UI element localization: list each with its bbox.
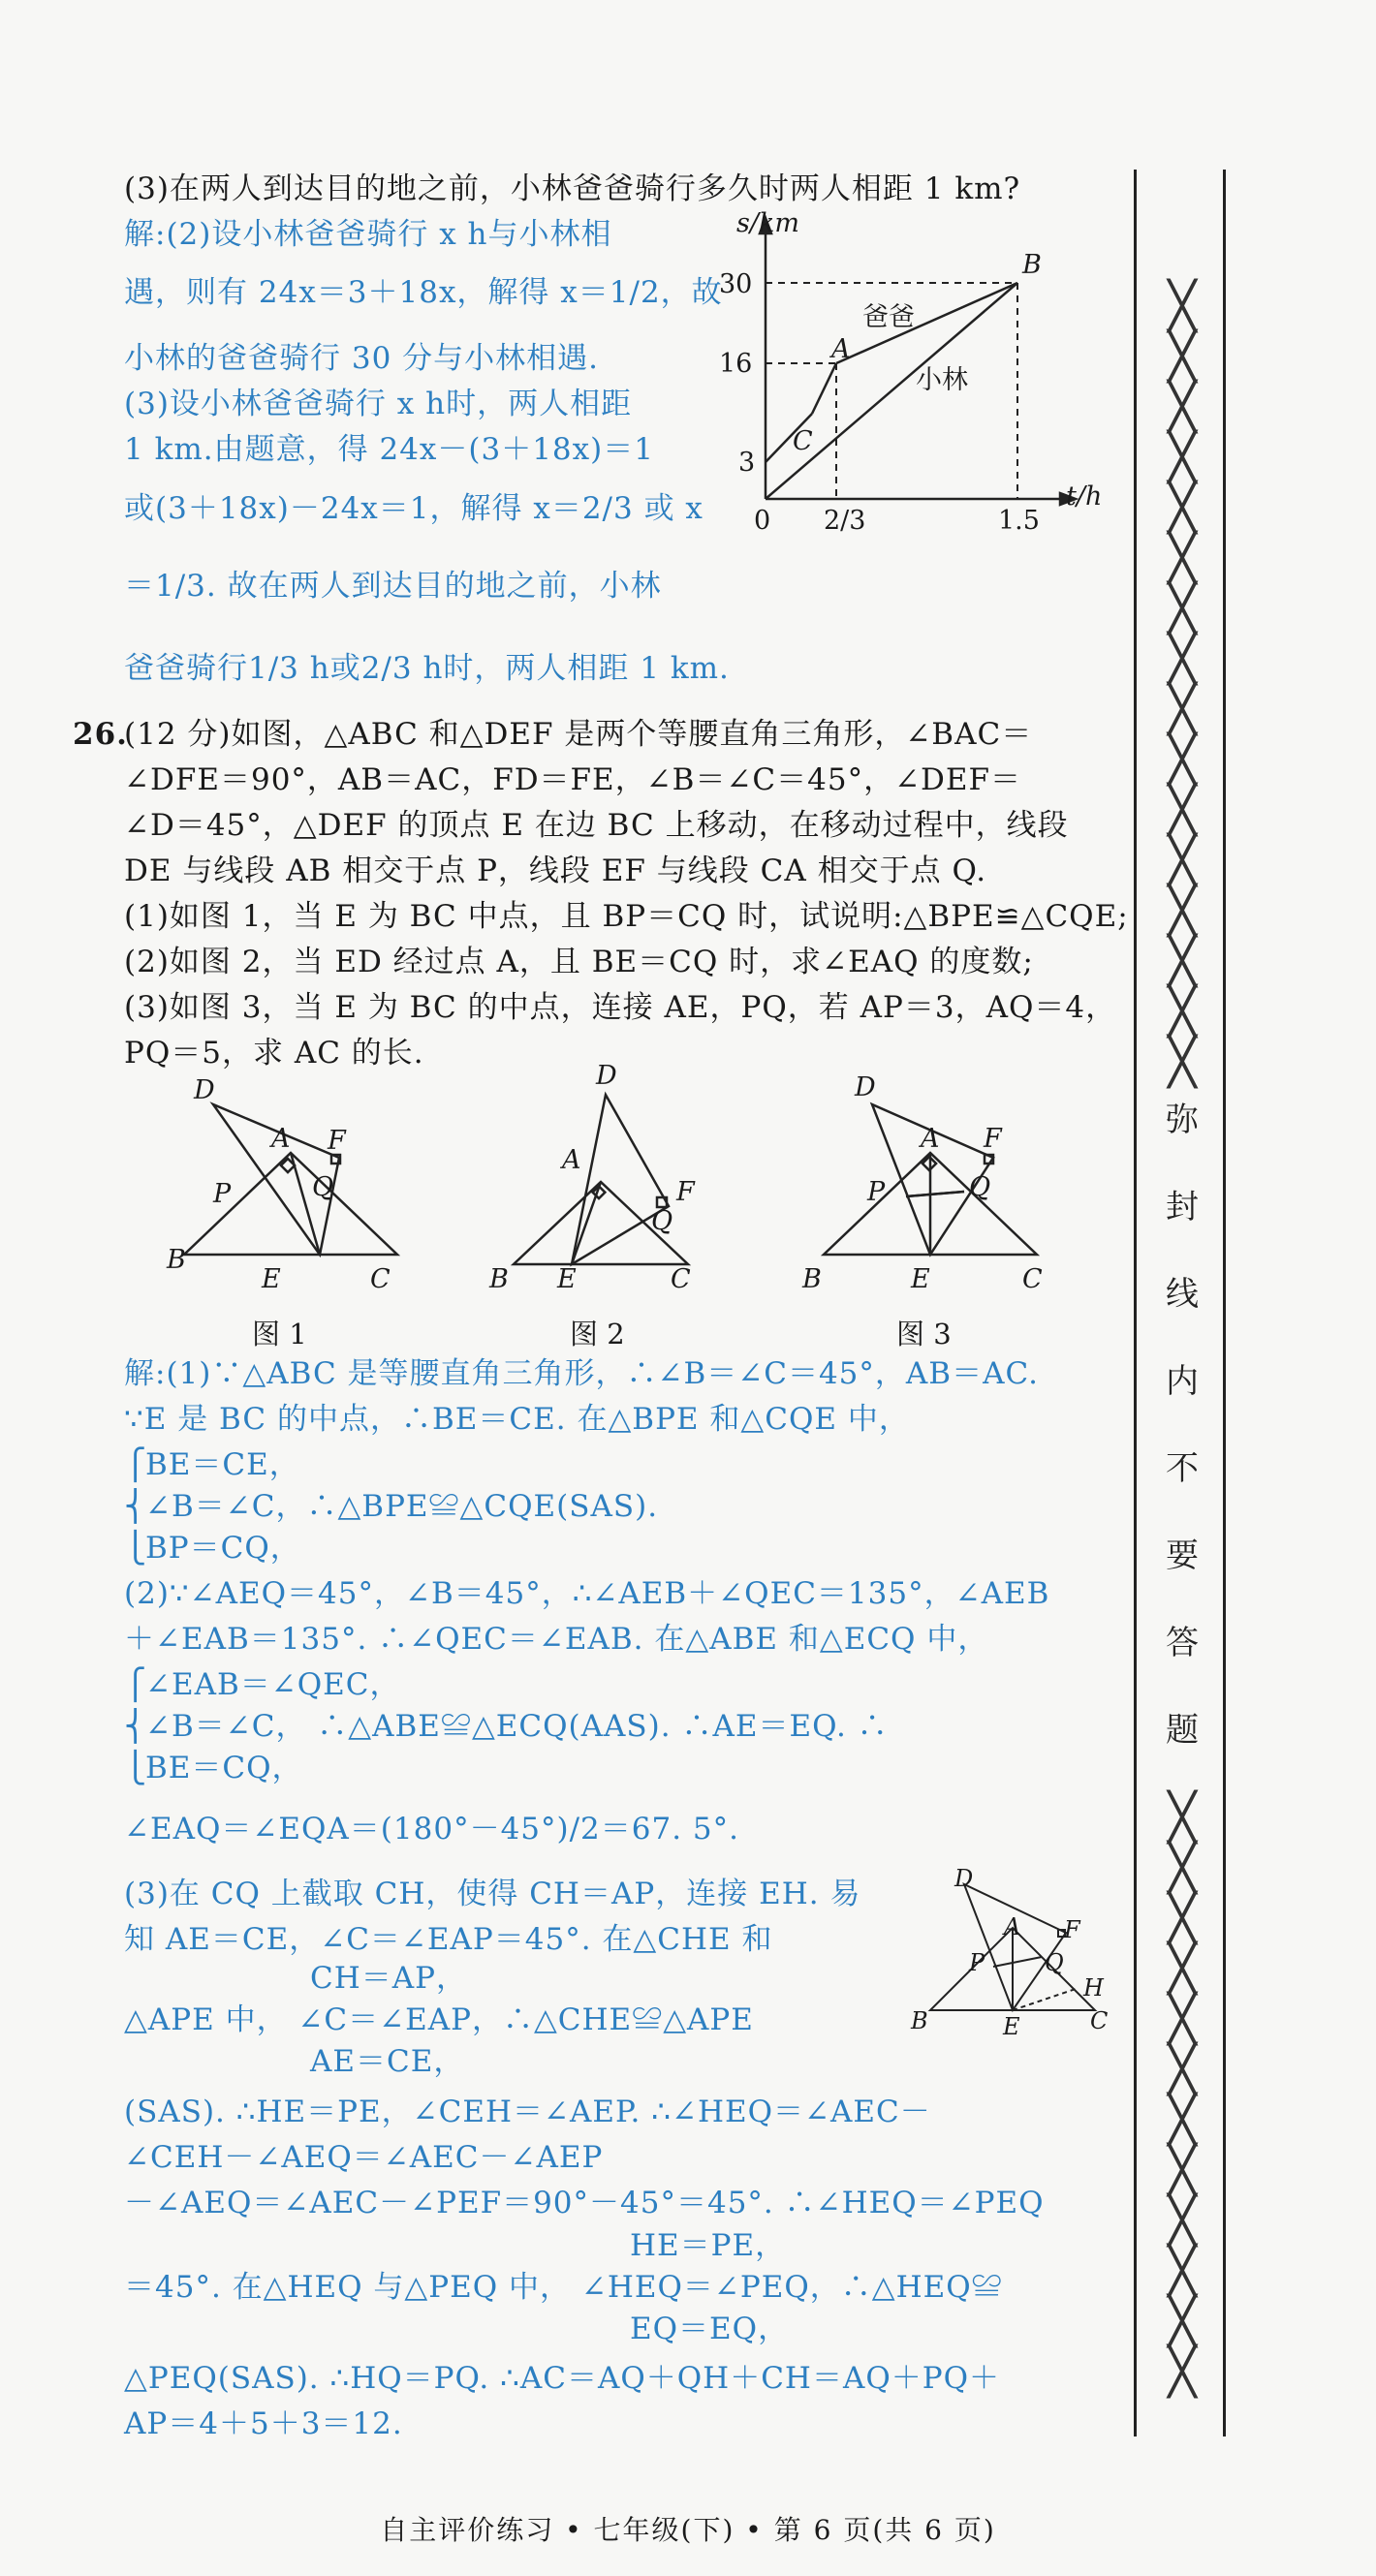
x-tick-0: 0 — [754, 506, 771, 536]
q26-brace-line: ⎨ — [124, 1709, 148, 1744]
seal-word: 封 — [1166, 1188, 1199, 1226]
seal-word: 内 — [1166, 1362, 1199, 1401]
fig2-caption: 图 2 — [570, 1318, 625, 1350]
q25-solution-line: 或(3＋18x)－24x＝1，解得 x＝2/3 或 x — [124, 491, 704, 526]
x-axis-label: t/h — [1066, 481, 1103, 512]
fig1-label-e: E — [262, 1264, 281, 1294]
x-mark-icon: ╳ — [1168, 2143, 1197, 2197]
q26-solution-line: ＝45°. 在△HEQ 与△PEQ 中， ∠HEQ＝∠PEQ，∴△HEQ≌ — [124, 2270, 1003, 2305]
x-mark-icon: ╳ — [1168, 2093, 1197, 2147]
fig1-label-c: C — [370, 1264, 391, 1294]
page-footer: 自主评价练习 • 七年级(下) • 第 6 页(共 6 页) — [380, 2514, 996, 2546]
x-mark-icon: ╳ — [1168, 430, 1197, 484]
x-mark-icon: ╳ — [1168, 682, 1197, 736]
fig2-label-d: D — [596, 1061, 617, 1091]
sol-fig-label-h: H — [1083, 1974, 1104, 2002]
seal-line-right — [1223, 170, 1226, 2436]
fig1-label-f: F — [328, 1126, 346, 1156]
q26-solution-line: AE＝CE， — [310, 2044, 465, 2079]
y-tick-30: 30 — [719, 269, 753, 299]
fig3-label-e: E — [911, 1264, 930, 1294]
x-mark-icon: ╳ — [1168, 2344, 1197, 2399]
q26-brace-line: ⎩ — [124, 1531, 148, 1566]
seal-x-marks-top — [1148, 281, 1216, 1087]
q26-solution-line: 解:(1)∵△ABC 是等腰直角三角形，∴∠B＝∠C＝45°，AB＝AC. — [124, 1356, 1039, 1391]
x-mark-icon: ╳ — [1168, 833, 1197, 887]
q26-sub2: (2)如图 2，当 ED 经过点 A，且 BE＝CQ 时，求∠EAQ 的度数; — [124, 945, 1034, 979]
x-mark-icon: ╳ — [1168, 2193, 1197, 2248]
q26-stem-line: (12 分)如图，△ABC 和△DEF 是两个等腰直角三角形，∠BAC＝ — [124, 717, 1033, 752]
q25-solution-line: (3)设小林爸爸骑行 x h时，两人相距 — [124, 387, 633, 421]
fig2-label-b: B — [489, 1264, 509, 1294]
fig3-label-c: C — [1022, 1264, 1043, 1294]
q26-solution-line: ∠B＝∠C，∴△BPE≌△CQE(SAS). — [145, 1489, 659, 1524]
q26-solution-line: (2)∵∠AEQ＝45°，∠B＝45°，∴∠AEB＋∠QEC＝135°，∠AEB — [124, 1576, 1050, 1611]
fig2-label-e: E — [557, 1264, 577, 1294]
q26-brace-line: ⎧ — [124, 1667, 148, 1702]
q26-solution-line: CH＝AP， — [310, 1961, 467, 1996]
x-mark-icon: ╳ — [1168, 884, 1197, 938]
seal-word: 题 — [1166, 1711, 1199, 1750]
q26-sub3: (3)如图 3，当 E 为 BC 的中点，连接 AE，PQ，若 AP＝3，AQ＝4， — [124, 990, 1117, 1025]
q26-solution-line: BE＝CQ， — [145, 1751, 303, 1785]
x-mark-icon: ╳ — [1168, 1941, 1197, 1996]
fig2-label-f: F — [676, 1177, 695, 1207]
q26-stem-line: ∠D＝45°，△DEF 的顶点 E 在边 BC 上移动，在移动过程中，线段 — [124, 808, 1069, 843]
figure-3 — [804, 1085, 1056, 1298]
q26-solution-line: EQ＝EQ， — [630, 2312, 790, 2346]
x-mark-icon: ╳ — [1168, 632, 1197, 686]
sol-fig-label-e: E — [1003, 2013, 1020, 2040]
fig3-label-p: P — [867, 1177, 886, 1207]
seal-line-left — [1134, 170, 1137, 2436]
x-mark-icon: ╳ — [1168, 2294, 1197, 2348]
fig1-caption: 图 1 — [252, 1318, 307, 1350]
q26-number: 26. — [73, 717, 128, 752]
q25-solution-line: 遇，则有 24x＝3＋18x，解得 x＝1/2，故 — [124, 275, 723, 310]
q26-solution-line: ＋∠EAB＝135°. ∴∠QEC＝∠EAB. 在△ABE 和△ECQ 中， — [124, 1622, 989, 1657]
q26-solution-line: －∠AEQ＝∠AEC－∠PEF＝90°－45°＝45°. ∴∠HEQ＝∠PEQ — [124, 2186, 1045, 2220]
x-mark-icon: ╳ — [1168, 783, 1197, 837]
seal-word: 不 — [1166, 1449, 1199, 1488]
fig1-label-p: P — [213, 1179, 232, 1209]
sol-fig-label-f: F — [1064, 1916, 1080, 1943]
fig3-label-a: A — [921, 1124, 940, 1154]
q26-brace-line: ⎧ — [124, 1447, 148, 1482]
fig1-label-q: Q — [312, 1172, 334, 1202]
fig1-label-b: B — [167, 1245, 186, 1275]
q26-sub3: PQ＝5，求 AC 的长. — [124, 1036, 424, 1071]
q26-solution-line: ∠EAB＝∠QEC， — [145, 1667, 401, 1702]
line-label-xiaolin: 小林 — [916, 365, 968, 395]
sol-fig-label-b: B — [911, 2007, 928, 2034]
q26-brace-line: ⎩ — [124, 1751, 148, 1785]
q25-solution-line: ＝1/3. 故在两人到达目的地之前，小林 — [124, 569, 662, 604]
x-mark-icon: ╳ — [1168, 984, 1197, 1039]
fig2-label-c: C — [671, 1264, 691, 1294]
x-mark-icon: ╳ — [1168, 380, 1197, 434]
point-a-label: A — [831, 334, 851, 364]
x-mark-icon: ╳ — [1168, 481, 1197, 535]
sol-fig-label-d: D — [954, 1865, 974, 1892]
fig3-label-b: B — [802, 1264, 822, 1294]
x-tick-1-5: 1.5 — [998, 506, 1040, 536]
q26-solution-line: (3)在 CQ 上截取 CH，使得 CH＝AP，连接 EH. 易 — [124, 1877, 861, 1911]
q26-stem-line: DE 与线段 AB 相交于点 P，线段 EF 与线段 CA 相交于点 Q. — [124, 853, 987, 888]
q25-solution-line: 小林的爸爸骑行 30 分与小林相遇. — [124, 341, 600, 376]
y-tick-16: 16 — [719, 349, 753, 379]
q26-solution-line: ∠EAQ＝∠EQA＝(180°－45°)/2＝67. 5°. — [124, 1812, 740, 1847]
q26-solution-line: 知 AE＝CE，∠C＝∠EAP＝45°. 在△CHE 和 — [124, 1922, 773, 1957]
q26-solution-line: AP＝4＋5＋3＝12. — [124, 2406, 403, 2441]
x-mark-icon: ╳ — [1168, 1790, 1197, 1845]
q26-solution-line: ∠B＝∠C， ∴△ABE≌△ECQ(AAS). ∴AE＝EQ. ∴ — [145, 1709, 889, 1744]
x-mark-icon: ╳ — [1168, 531, 1197, 585]
x-mark-icon: ╳ — [1168, 581, 1197, 636]
fig3-label-q: Q — [969, 1172, 991, 1202]
x-mark-icon: ╳ — [1168, 1992, 1197, 2046]
q26-sub1: (1)如图 1，当 E 为 BC 中点，且 BP＝CQ 时，试说明:△BPE≌△CQE; — [124, 899, 1129, 934]
x-mark-icon: ╳ — [1168, 329, 1197, 384]
x-mark-icon: ╳ — [1168, 1891, 1197, 1945]
fig3-label-d: D — [855, 1072, 876, 1102]
seal-word: 线 — [1166, 1275, 1199, 1314]
sol-fig-label-a: A — [1004, 1913, 1021, 1940]
q26-solution-line: △APE 中， ∠C＝∠EAP，∴△CHE≌△APE — [124, 2002, 754, 2037]
seal-x-marks-bottom — [1148, 1792, 1216, 2397]
x-mark-icon: ╳ — [1168, 279, 1197, 333]
q26-solution-line: BE＝CE， — [145, 1447, 300, 1482]
sol-fig-label-p: P — [969, 1949, 985, 1976]
x-mark-icon: ╳ — [1168, 2042, 1197, 2096]
seal-word: 答 — [1166, 1624, 1199, 1662]
fig1-label-a: A — [271, 1124, 291, 1154]
q26-solution-line: BP＝CQ， — [145, 1531, 301, 1566]
fig1-label-d: D — [194, 1075, 215, 1105]
seal-word: 弥 — [1166, 1101, 1199, 1139]
q25-solution-line: 1 km.由题意，得 24x－(3＋18x)＝1 — [124, 432, 654, 467]
sol-fig-label-q: Q — [1045, 1949, 1064, 1976]
q26-solution-line: △PEQ(SAS). ∴HQ＝PQ. ∴AC＝AQ＋QH＋CH＝AQ＋PQ＋ — [124, 2361, 1001, 2396]
x-mark-icon: ╳ — [1168, 1035, 1197, 1089]
line-label-dad: 爸爸 — [862, 302, 915, 332]
fig2-label-a: A — [562, 1145, 581, 1175]
point-c-label: C — [793, 426, 813, 456]
sol-fig-label-c: C — [1090, 2007, 1109, 2034]
x-mark-icon: ╳ — [1168, 1841, 1197, 1895]
fig2-label-q: Q — [651, 1206, 673, 1236]
q26-brace-line: ⎨ — [124, 1489, 148, 1524]
y-axis-label: s/km — [736, 208, 799, 238]
fig3-label-f: F — [984, 1124, 1002, 1154]
x-tick-2-3: 2/3 — [824, 506, 866, 536]
fig3-caption: 图 3 — [896, 1318, 952, 1350]
x-mark-icon: ╳ — [1168, 934, 1197, 988]
seal-word: 要 — [1166, 1536, 1199, 1575]
q26-solution-line: ∠CEH－∠AEQ＝∠AEC－∠AEP — [124, 2140, 604, 2175]
x-mark-icon: ╳ — [1168, 732, 1197, 787]
point-b-label: B — [1022, 250, 1042, 280]
q26-stem-line: ∠DFE＝90°，AB＝AC，FD＝FE，∠B＝∠C＝45°，∠DEF＝ — [124, 762, 1022, 797]
q26-solution-line: (SAS). ∴HE＝PE，∠CEH＝∠AEP. ∴∠HEQ＝∠AEC－ — [124, 2095, 931, 2129]
y-tick-3: 3 — [738, 448, 756, 478]
line-ca — [812, 363, 836, 414]
q25-part3-question: (3)在两人到达目的地之前，小林爸爸骑行多久时两人相距 1 km? — [124, 171, 1021, 206]
q26-solution-line: HE＝PE， — [630, 2228, 787, 2263]
x-mark-icon: ╳ — [1168, 2244, 1197, 2298]
q25-solution-line: 爸爸骑行1/3 h或2/3 h时，两人相距 1 km. — [124, 651, 730, 686]
q25-solution-line: 解:(2)设小林爸爸骑行 x h与小林相 — [124, 217, 612, 252]
q26-solution-line: ∵E 是 BC 的中点，∴BE＝CE. 在△BPE 和△CQE 中， — [124, 1402, 910, 1437]
